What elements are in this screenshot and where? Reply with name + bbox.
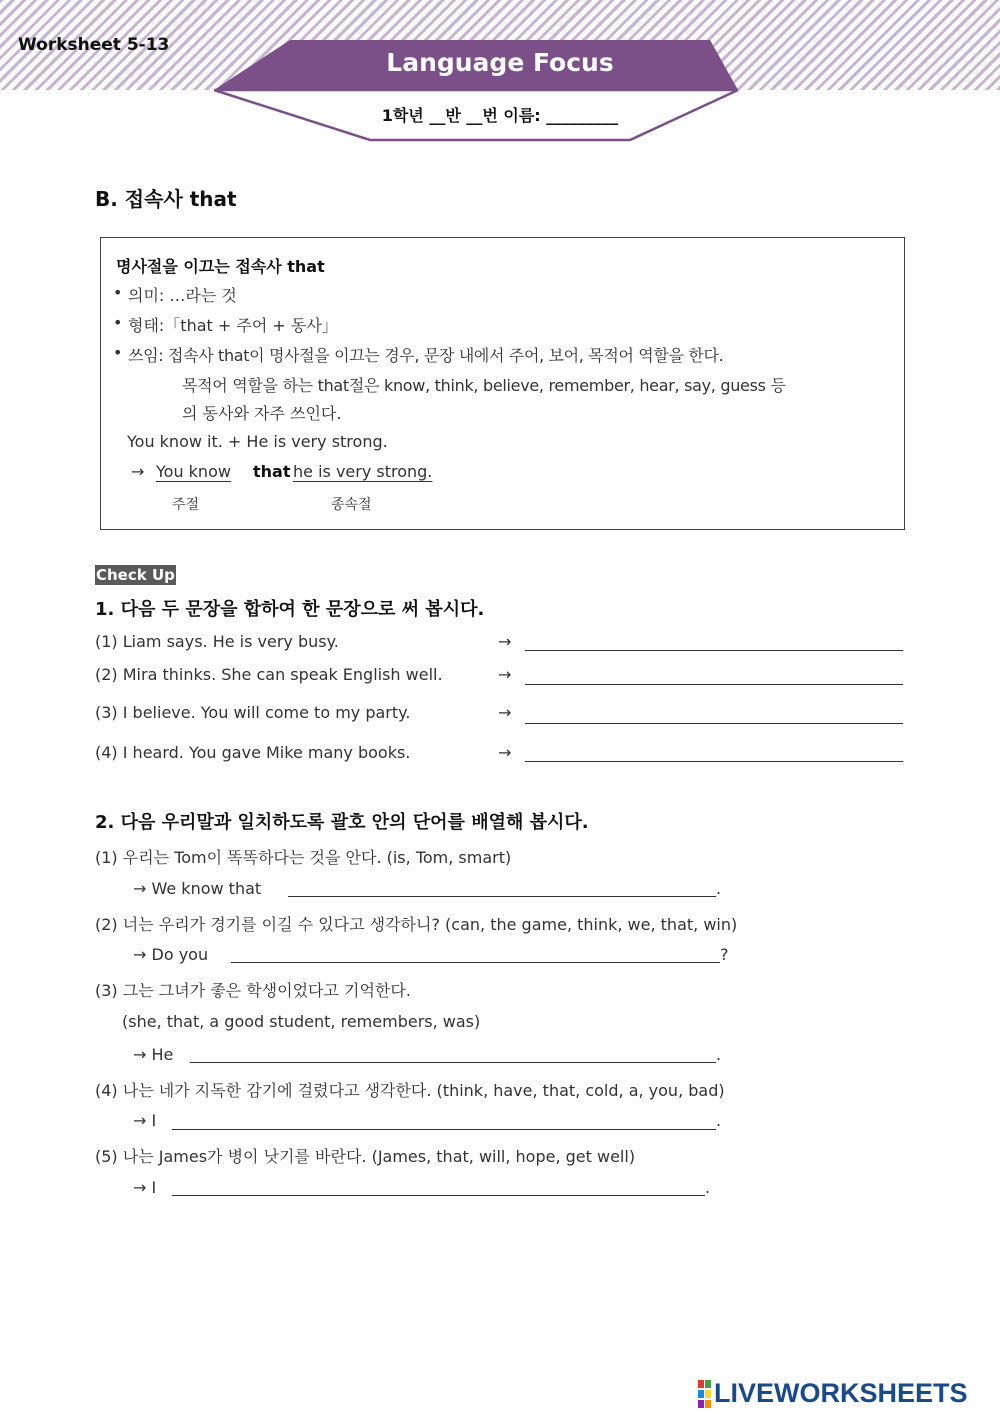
bullet-dot: •	[113, 343, 123, 362]
q2-word-bank: (she, that, a good student, remembers, was)	[122, 1012, 481, 1031]
banner-title: Language Focus	[386, 48, 614, 77]
q2-answer-line-2[interactable]	[231, 962, 720, 963]
q2-answer-end: .	[705, 1178, 711, 1197]
worksheet-label: Worksheet 5-13	[18, 35, 170, 55]
bullet-meaning: 의미: …라는 것	[128, 286, 237, 305]
q2-prompt: (3) 그는 그녀가 좋은 학생이었다고 기억한다.	[95, 981, 411, 1000]
q2-answer-start: → We know that	[133, 879, 262, 898]
student-info: 1학년 __반 __번 이름: _________	[381, 106, 619, 125]
q2-answer-end: .	[716, 1111, 722, 1130]
q1-answer-line-2[interactable]	[525, 684, 903, 685]
example-arrow: →	[131, 462, 145, 481]
q2-prompt: (4) 나는 네가 지독한 감기에 걸렸다고 생각한다. (think, have, that, cold, a, you, bad)	[95, 1081, 725, 1100]
q1-item: (3) I believe. You will come to my party.	[95, 703, 411, 722]
bullet-usage-line-3: 의 동사와 자주 쓰인다.	[182, 404, 342, 423]
label-subordinate-clause: 종속절	[331, 497, 372, 513]
check-up-label: Check Up	[96, 566, 175, 584]
bullet-usage-line-2: 목적어 역할을 하는 that절은 know, think, believe, remember, hear, say, guess 등	[182, 376, 786, 395]
q1-arrow: →	[498, 703, 512, 722]
q2-answer-line-3[interactable]	[190, 1062, 716, 1063]
example-main-clause: You know	[156, 462, 231, 481]
q2-answer-end: .	[716, 1045, 722, 1064]
q2-answer-start: → Do you	[133, 945, 209, 964]
q1-answer-line-3[interactable]	[525, 723, 903, 724]
bullet-form: 형태:「that + 주어 + 동사」	[128, 316, 338, 335]
label-main-clause: 주절	[172, 497, 200, 513]
q2-answer-start: → I	[133, 1111, 157, 1130]
q1-answer-line-4[interactable]	[525, 761, 903, 762]
liveworksheets-logo-icon	[697, 1377, 713, 1411]
q2-answer-line-4[interactable]	[172, 1129, 716, 1130]
q2-answer-start: → He	[133, 1045, 174, 1064]
q1-item: (2) Mira thinks. She can speak English well.	[95, 665, 443, 684]
example-subordinate-clause: he is very strong.	[293, 462, 433, 481]
bullet-usage-line-1: 쓰임: 접속사 that이 명사절을 이끄는 경우, 문장 내에서 주어, 보어, 목적어 역할을 한다.	[128, 346, 724, 365]
q1-item: (4) I heard. You gave Mike many books.	[95, 743, 411, 762]
q1-arrow: →	[498, 632, 512, 651]
q2-answer-line-5[interactable]	[172, 1195, 705, 1196]
example-sentence: You know it. + He is very strong.	[127, 432, 388, 451]
q2-answer-start: → I	[133, 1178, 157, 1197]
q2-answer-end: .	[716, 879, 722, 898]
liveworksheets-brand[interactable]: LIVEWORKSHEETS	[714, 1378, 968, 1408]
q2-prompt: (5) 나는 James가 병이 낫기를 바란다. (James, that, will, hope, get well)	[95, 1147, 636, 1166]
q1-arrow: →	[498, 743, 512, 762]
q1-arrow: →	[498, 665, 512, 684]
question-2-title: 2. 다음 우리말과 일치하도록 괄호 안의 단어를 배열해 봅시다.	[95, 812, 589, 833]
q1-answer-line-1[interactable]	[525, 650, 903, 651]
bullet-dot: •	[113, 283, 123, 302]
q2-answer-end: ?	[720, 945, 729, 964]
q2-prompt: (1) 우리는 Tom이 똑똑하다는 것을 안다. (is, Tom, smart)	[95, 848, 512, 867]
q1-item: (1) Liam says. He is very busy.	[95, 632, 339, 651]
q2-answer-line-1[interactable]	[288, 896, 716, 897]
section-title: B. 접속사 that	[95, 187, 237, 211]
question-1-title: 1. 다음 두 문장을 합하여 한 문장으로 써 봅시다.	[95, 599, 485, 620]
q2-prompt: (2) 너는 우리가 경기를 이길 수 있다고 생각하니? (can, the game, think, we, that, win)	[95, 915, 738, 934]
grammar-box-title: 명사절을 이끄는 접속사 that	[116, 257, 325, 276]
example-that: that	[253, 462, 291, 481]
bullet-dot: •	[113, 313, 123, 332]
